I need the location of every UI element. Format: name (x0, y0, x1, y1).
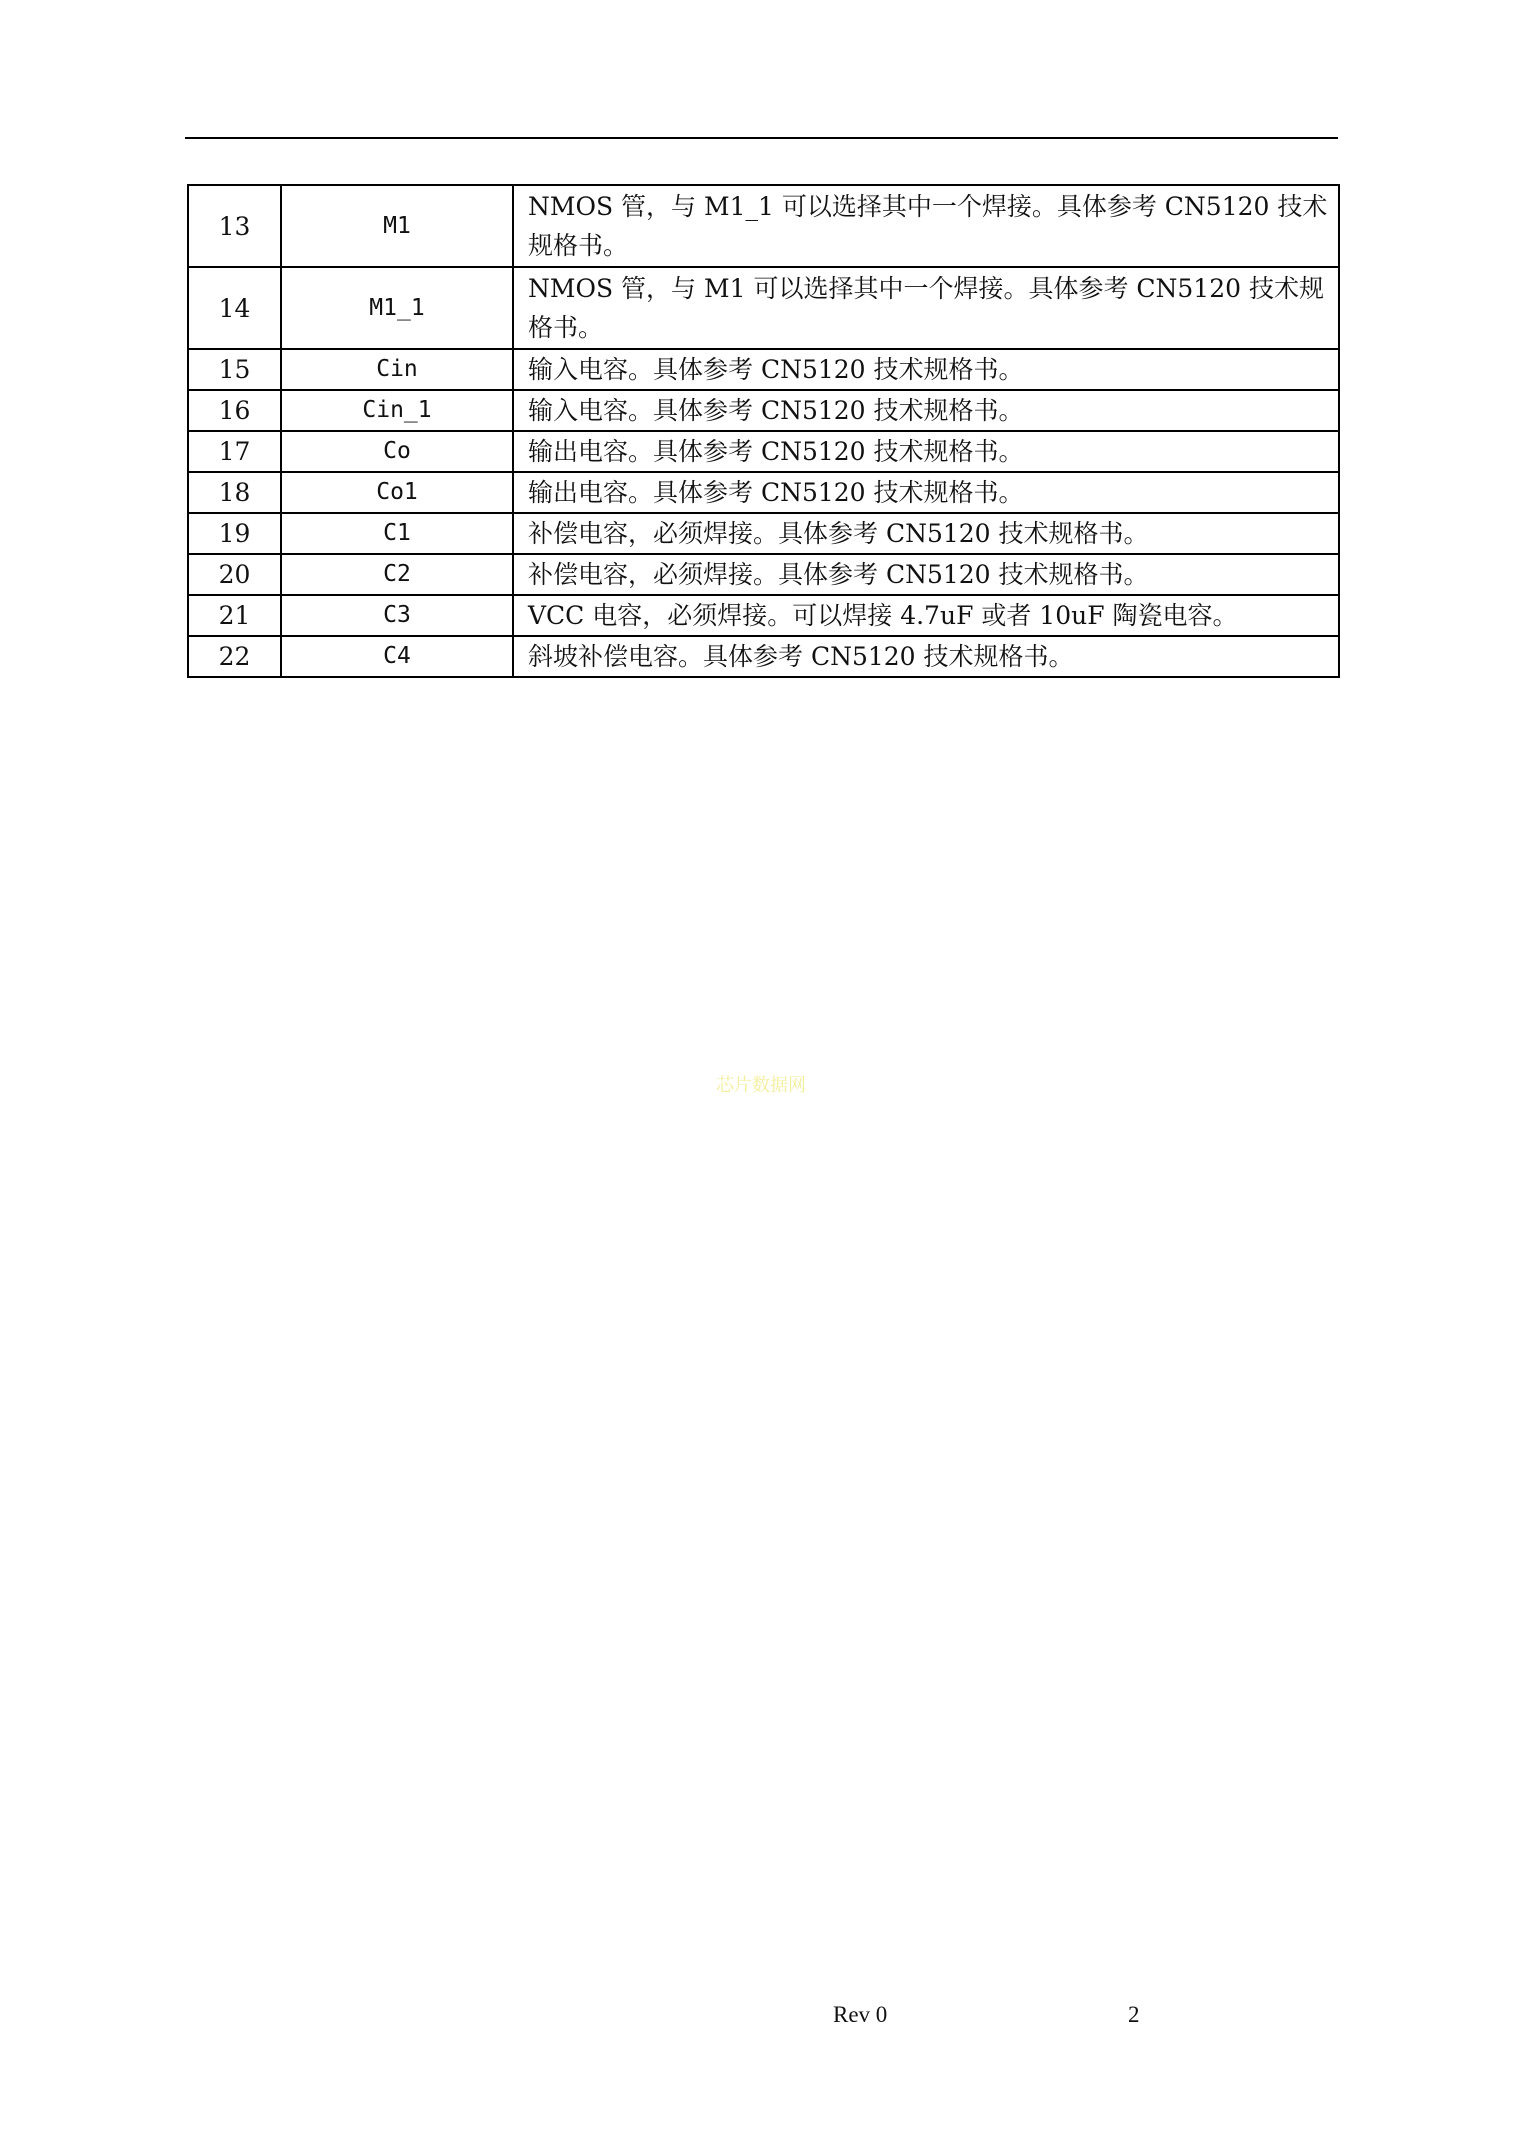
row-number: 14 (188, 267, 281, 349)
part-designator: C2 (281, 554, 513, 595)
part-designator: C3 (281, 595, 513, 636)
table-row (188, 554, 1339, 595)
part-description: 补偿电容，必须焊接。具体参考 CN5120 技术规格书。 (513, 554, 1339, 595)
part-description: 输入电容。具体参考 CN5120 技术规格书。 (513, 349, 1339, 390)
part-description: 输入电容。具体参考 CN5120 技术规格书。 (513, 390, 1339, 431)
table-row (188, 595, 1339, 636)
part-designator: Cin_1 (281, 390, 513, 431)
table-row (188, 431, 1339, 472)
footer-revision: Rev 0 (833, 2002, 888, 2027)
part-designator: Co1 (281, 472, 513, 513)
part-description: VCC 电容，必须焊接。可以焊接 4.7uF 或者 10uF 陶瓷电容。 (513, 595, 1339, 636)
row-number: 17 (188, 431, 281, 472)
watermark-text: 芯片数据网 (716, 1075, 806, 1096)
parts-table (187, 184, 1340, 678)
row-number: 13 (188, 185, 281, 267)
part-designator: M1 (281, 185, 513, 267)
table-row (188, 390, 1339, 431)
part-description: NMOS 管，与 M1_1 可以选择其中一个焊接。具体参考 CN5120 技术规格书。 (513, 185, 1339, 267)
header-rule (185, 137, 1338, 139)
part-description: NMOS 管，与 M1 可以选择其中一个焊接。具体参考 CN5120 技术规格书。 (513, 267, 1339, 349)
row-number: 19 (188, 513, 281, 554)
row-number: 21 (188, 595, 281, 636)
table-row (188, 636, 1339, 677)
part-description: 输出电容。具体参考 CN5120 技术规格书。 (513, 472, 1339, 513)
row-number: 20 (188, 554, 281, 595)
part-description: 斜坡补偿电容。具体参考 CN5120 技术规格书。 (513, 636, 1339, 677)
part-designator: C4 (281, 636, 513, 677)
row-number: 15 (188, 349, 281, 390)
row-number: 16 (188, 390, 281, 431)
part-designator: M1_1 (281, 267, 513, 349)
row-number: 18 (188, 472, 281, 513)
part-description: 输出电容。具体参考 CN5120 技术规格书。 (513, 431, 1339, 472)
part-description: 补偿电容，必须焊接。具体参考 CN5120 技术规格书。 (513, 513, 1339, 554)
footer-page-number: 2 (1128, 2002, 1140, 2027)
row-number: 22 (188, 636, 281, 677)
part-designator: Cin (281, 349, 513, 390)
table-row (188, 267, 1339, 349)
table-row (188, 472, 1339, 513)
table-row (188, 349, 1339, 390)
table-row (188, 185, 1339, 267)
table-row (188, 513, 1339, 554)
part-designator: C1 (281, 513, 513, 554)
part-designator: Co (281, 431, 513, 472)
